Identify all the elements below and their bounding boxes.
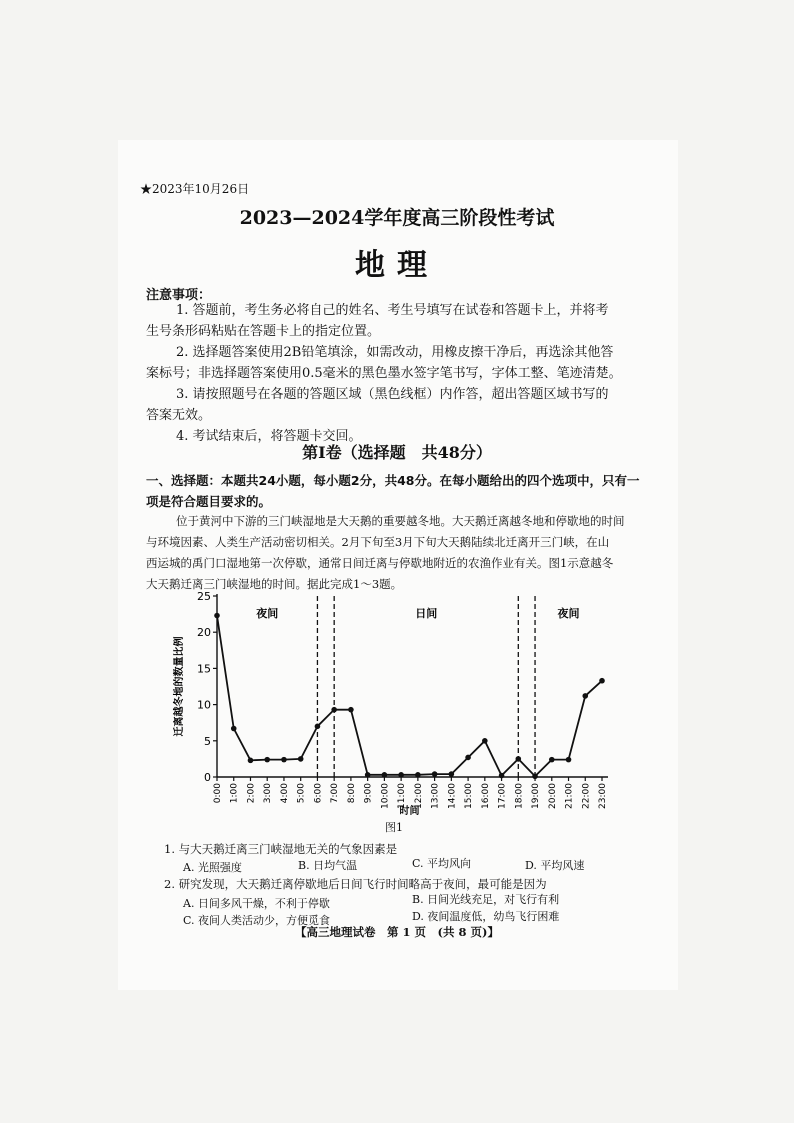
section-desc-line: 项是符合题目要求的。: [146, 494, 272, 509]
data-point: [415, 772, 421, 778]
data-point: [214, 613, 220, 619]
x-tick-label: 3:00: [263, 783, 274, 804]
question-1-stem: 1. 与大天鹅迁离三门峡湿地无关的气象因素是: [164, 842, 398, 856]
question-2-option-c: C. 夜间人类活动少，方便觅食: [183, 914, 331, 927]
x-tick-label: 4:00: [279, 783, 290, 804]
notice-line: 案标号；非选择题答案使用0.5毫米的黑色墨水签字笔书写，字体工整、笔迹清楚。: [146, 366, 622, 381]
y-tick-label: 0: [204, 771, 211, 784]
data-point: [499, 773, 505, 779]
data-point: [264, 757, 270, 763]
data-point: [331, 707, 337, 713]
x-tick-label: 2:00: [246, 783, 257, 804]
exam-date: ★2023年10月26日: [140, 182, 250, 196]
y-tick-label: 5: [204, 734, 211, 748]
notice-heading: 注意事项：: [146, 288, 212, 303]
x-tick-label: 22:00: [581, 783, 592, 809]
question-2-option-d: D. 夜间温度低，幼鸟飞行困难: [412, 910, 560, 923]
passage-line: 位于黄河中下游的三门峡湿地是大天鹅的重要越冬地。大天鹅迁离越冬地和停歇地的时间: [176, 514, 625, 528]
x-tick-label: 0:00: [213, 783, 223, 804]
x-tick-label: 10:00: [380, 783, 391, 809]
section-title: 第Ⅰ卷（选择题 共48分）: [302, 443, 492, 462]
notice-line: 生号条形码粘贴在答题卡上的指定位置。: [146, 324, 381, 339]
migration-time-chart: [160, 588, 630, 820]
period-label-night-2: 夜间: [557, 607, 580, 620]
x-tick-label: 11:00: [397, 783, 408, 809]
y-tick-label: 15: [197, 662, 211, 676]
x-tick-label: 18:00: [514, 783, 525, 809]
data-point: [465, 755, 471, 761]
data-point: [432, 771, 438, 777]
x-tick-label: 20:00: [547, 783, 558, 809]
x-tick-label: 23:00: [598, 783, 608, 809]
period-label-day: 日间: [415, 607, 438, 620]
data-point: [549, 757, 555, 763]
x-tick-label: 1:00: [229, 783, 240, 804]
question-1-option-a: A. 光照强度: [183, 861, 242, 874]
notice-line: 1. 答题前，考生务必将自己的姓名、考生号填写在试卷和答题卡上，并将考: [176, 303, 609, 318]
data-point: [348, 707, 354, 713]
section-desc-line: 一、选择题：本题共24小题，每小题2分，共48分。在每小题给出的四个选项中，只有一: [146, 473, 640, 488]
question-1-option-b: B. 日均气温: [298, 859, 358, 872]
y-tick-label: 25: [197, 590, 211, 603]
question-1-option-c: C. 平均风向: [412, 857, 472, 870]
question-2-option-a: A. 日间多风干燥，不利于停歇: [183, 897, 330, 910]
data-point: [281, 757, 287, 763]
y-tick-label: 20: [197, 626, 211, 640]
exam-title: 2023—2024学年度高三阶段性考试: [239, 207, 555, 229]
data-point: [566, 757, 572, 763]
passage-line: 大天鹅迁离三门峡湿地的时间。据此完成1～3题。: [146, 577, 403, 591]
data-point: [516, 756, 522, 762]
x-tick-label: 14:00: [447, 783, 458, 809]
data-point: [398, 772, 404, 778]
y-axis-label: 迁离越冬地的数量比例: [174, 636, 185, 737]
x-tick-label: 16:00: [480, 783, 491, 809]
x-tick-label: 19:00: [531, 783, 542, 809]
data-point: [449, 771, 455, 777]
data-point: [382, 772, 388, 778]
notice-line: 答案无效。: [146, 408, 212, 423]
x-tick-label: 7:00: [330, 783, 341, 804]
x-tick-label: 8:00: [346, 783, 357, 804]
notice-line: 2. 选择题答案使用2B铅笔填涂，如需改动，用橡皮擦干净后，再选涂其他答: [176, 345, 614, 360]
data-point: [231, 726, 237, 732]
data-point: [599, 678, 605, 684]
page-footer: 【高三地理试卷 第 1 页 (共 8 页)】: [295, 925, 499, 939]
question-2-option-b: B. 日间光线充足，对飞行有利: [412, 893, 560, 906]
x-tick-label: 17:00: [497, 783, 508, 809]
x-tick-label: 21:00: [564, 783, 575, 809]
data-point: [315, 724, 321, 730]
data-point: [532, 773, 538, 779]
data-point: [248, 758, 254, 764]
x-tick-label: 13:00: [430, 783, 441, 809]
x-axis-label: 时间: [399, 806, 420, 817]
x-tick-label: 12:00: [413, 783, 424, 809]
data-point: [365, 772, 371, 778]
data-point: [298, 756, 304, 762]
x-tick-label: 5:00: [296, 783, 307, 804]
question-1-option-d: D. 平均风速: [525, 859, 585, 872]
question-2-stem: 2. 研究发现，大天鹅迁离停歇地后日间飞行时间略高于夜间，最可能是因为: [164, 877, 547, 891]
x-tick-label: 15:00: [464, 783, 475, 809]
figure-caption: 图1: [385, 821, 403, 834]
notice-line: 3. 请按照题号在各题的答题区域（黑色线框）内作答，超出答题区域书写的: [176, 387, 609, 402]
subject-title: 地理: [355, 248, 439, 283]
data-point: [482, 738, 488, 744]
passage-line: 与环境因素、人类生产活动密切相关。2月下旬至3月下旬大天鹅陆续北迁离开三门峡，在山: [146, 535, 610, 549]
period-label-night-1: 夜间: [256, 607, 279, 620]
y-tick-label: 10: [197, 698, 211, 712]
x-tick-label: 9:00: [363, 783, 374, 804]
series-line: [217, 616, 602, 777]
notice-line: 4. 考试结束后，将答题卡交回。: [176, 429, 362, 444]
data-point: [582, 693, 588, 699]
x-tick-label: 6:00: [313, 783, 324, 804]
passage-line: 西运城的禹门口湿地第一次停歇，通常日间迁离与停歇地附近的农渔作业有关。图1示意越冬: [146, 556, 614, 570]
